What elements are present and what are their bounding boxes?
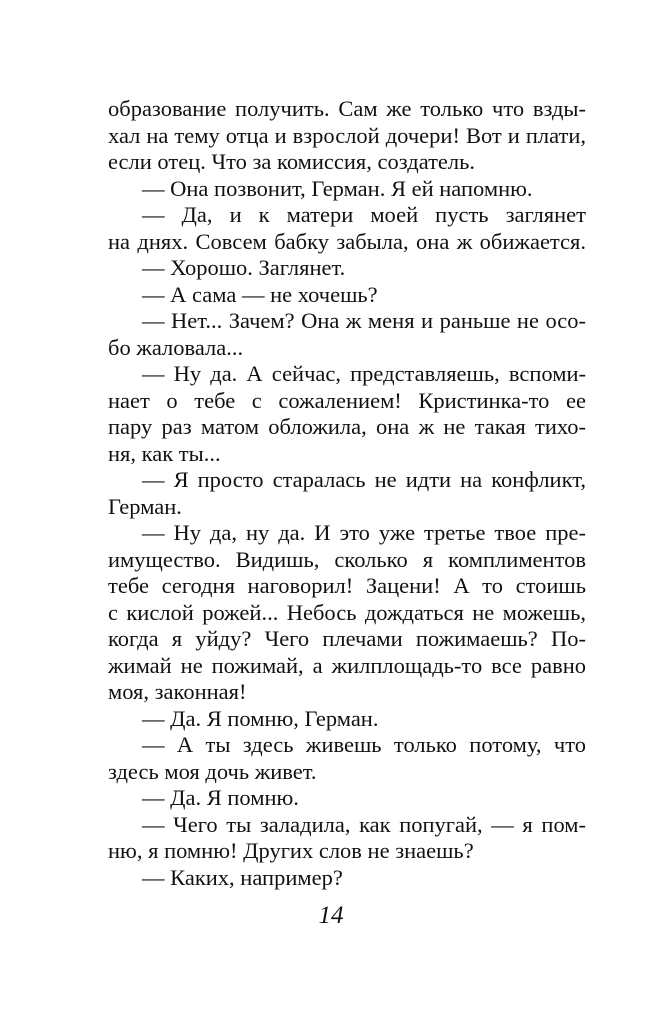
text-line: — Да, и к матери моей пусть заглянет [142, 202, 586, 227]
text-line: — Да. Я помню, Герман. [142, 705, 379, 731]
text-line: Герман. [108, 493, 182, 519]
text-line: тебе сегодня наговорил! Зацени! А то стоишь [108, 573, 586, 598]
text-line: — Я просто старалась не идти на конфликт, [142, 467, 586, 492]
text-line: хал на тему отца и взрослой дочери! Вот и плати, [108, 122, 586, 148]
text-line: бо жаловала... [108, 334, 244, 360]
text-line: образование получить. Сам же только что взды- [108, 96, 586, 121]
text-line: ню, я помню! Других слов не знаешь? [108, 838, 474, 863]
text-line: — Да. Я помню. [142, 785, 299, 810]
text-line: — Она позвонит, Герман. Я ей напомню. [142, 175, 533, 201]
text-line: — Каких, например? [142, 864, 343, 890]
text-line: — Ну да. А сейчас, представляешь, вспоми- [142, 361, 586, 386]
page-text-body [108, 96, 586, 891]
text-line: — Хорошо. Заглянет. [142, 255, 346, 280]
text-line: здесь моя дочь живет. [108, 758, 317, 784]
text-line: нает о тебе с сожалением! Кристинка-то ее [108, 387, 586, 413]
text-line: — А ты здесь живешь только потому, что [142, 732, 586, 757]
text-line: на днях. Совсем бабку забыла, она ж обижается. [108, 228, 586, 254]
text-line: — Чего ты заладила, как попугай, — я пом- [142, 811, 586, 837]
text-line: моя, законная! [108, 679, 247, 704]
text-line: пару раз матом обложила, она ж не такая тихо- [108, 414, 586, 439]
text-line: ня, как ты... [108, 440, 221, 466]
text-line: когда я уйду? Чего плечами пожимаешь? По- [108, 626, 586, 651]
text-line: жимай не пожимай, а жилплощадь-то все равно [108, 652, 586, 678]
text-line: — Нет... Зачем? Она ж меня и раньше не осо- [142, 308, 586, 333]
text-line: — А сама — не хочешь? [142, 281, 378, 307]
text-line: имущество. Видишь, сколько я комплиментов [108, 546, 586, 572]
text-line: с кислой рожей... Небось дождаться не можешь, [108, 599, 586, 625]
text-line: — Ну да, ну да. И это уже третье твое пре- [142, 520, 586, 545]
page-number: 14 [318, 902, 344, 929]
text-line: если отец. Что за комиссия, создатель. [108, 149, 476, 174]
